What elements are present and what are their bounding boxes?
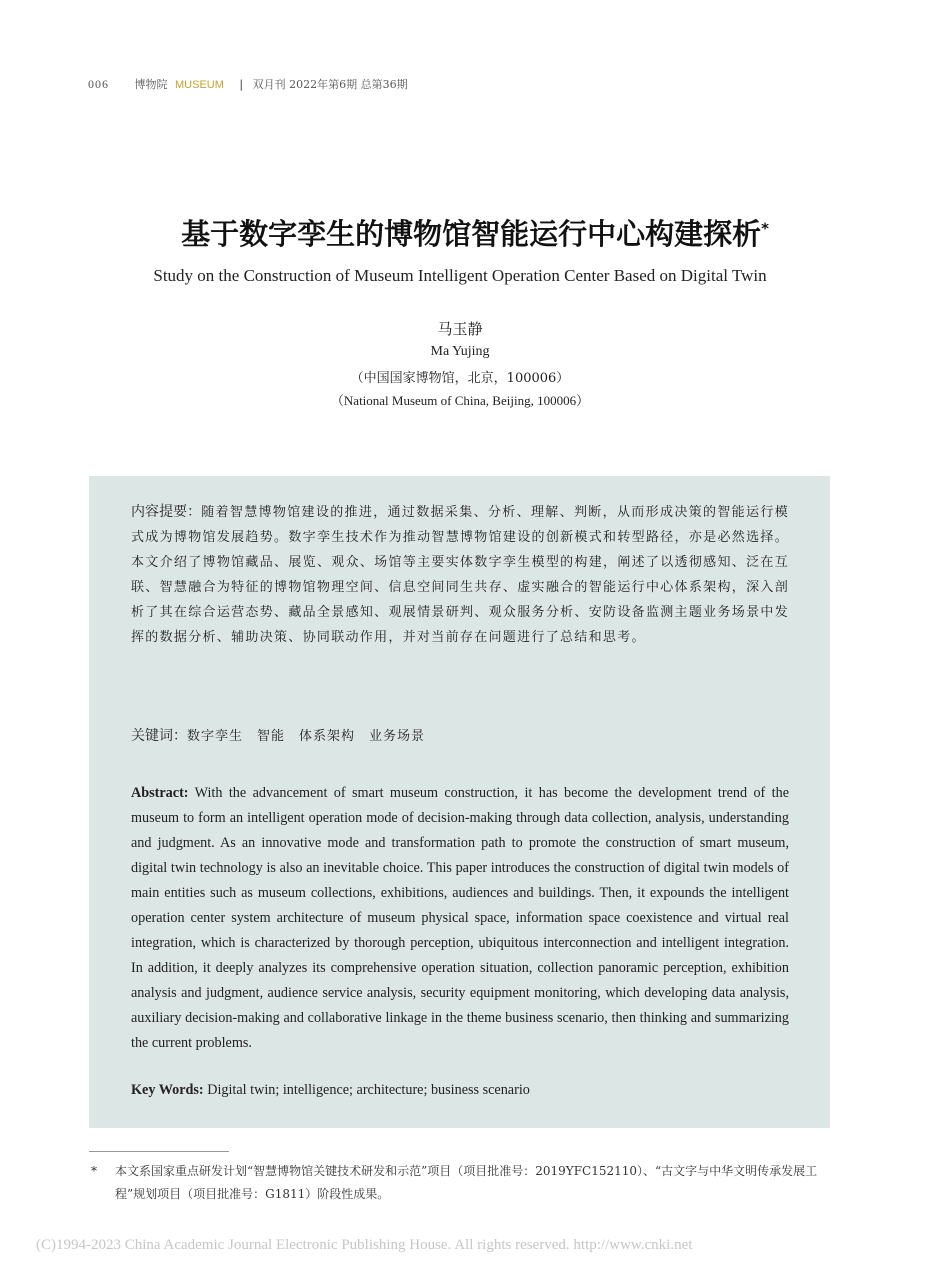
affiliation-en: （National Museum of China, Beijing, 100006） [330, 393, 590, 408]
keywords-en-text: Digital twin; intelligence; architecture; business scenario [207, 1082, 530, 1098]
abstract-zh-text: 随着智慧博物馆建设的推进，通过数据采集、分析、理解、判断，从而形成决策的智能运行模式成为博物馆发展趋势。数字孪生技术作为推动智慧博物馆建设的创新模式和转型路径，亦是必然选择。本文介绍了博物馆藏品、展览、观众、场馆等主要实体数字孪生模型的构建，阐述了以透彻感知、泛在互联、智慧融合为特征的博物馆物理空间、信息空间同生共存、虚实融合的智能运行中心体系架构，深入剖析了其在综合运营态势、藏品全景感知、观展情景研判、观众服务分析、安防设备监测主题业务场景中发挥的数据分析、辅助决策、协同联动作用，并对当前存在问题进行了总结和思考。 [131, 505, 789, 645]
header-separator: | [239, 78, 244, 91]
footnote-divider [89, 1151, 229, 1152]
title-footnote-mark: * [761, 219, 769, 238]
keyword-zh: 数字孪生 [187, 729, 244, 744]
footnote-mark: * [91, 1164, 97, 1178]
keywords-zh-label: 关键词： [131, 728, 187, 744]
footnote [89, 1160, 834, 1206]
running-header [88, 76, 408, 92]
keywords-zh [131, 725, 789, 745]
abstract-zh-label: 内容提要： [131, 504, 202, 520]
keywords-en-label: Key Words: [131, 1082, 204, 1098]
author-name-zh: 马玉静 [437, 320, 483, 338]
page-number: 006 [88, 77, 109, 91]
affiliation-zh: （中国国家博物馆，北京，100006） [350, 371, 570, 386]
copyright-watermark: (C)1994-2023 China Academic Journal Electronic Publishing House. All rights reserved. http://www.cnki.net [36, 1237, 693, 1253]
abstract-zh [131, 500, 789, 650]
abstract-en-label: Abstract: [131, 785, 189, 801]
keyword-zh: 业务场景 [369, 729, 426, 744]
paper-title-zh [0, 212, 950, 253]
footnote-text: 本文系国家重点研发计划“智慧博物馆关键技术研发和示范”项目（项目批准号：2019YFC152110）、“古文字与中华文明传承发展工程”规划项目（项目批准号：G1811）阶段性成果。 [115, 1164, 818, 1201]
abstract-en [131, 781, 789, 1056]
abstract-panel [89, 476, 830, 1128]
title-zh-text: 基于数字孪生的博物馆智能运行中心构建探析 [181, 217, 762, 251]
author-name-en: Ma Yujing [430, 344, 490, 359]
journal-name-zh: 博物院 [134, 78, 168, 91]
keyword-zh: 智能 [257, 729, 286, 744]
keywords-en [131, 1082, 789, 1099]
issue-info: 双月刊 2022年第6期 总第36期 [252, 78, 408, 91]
paper-title-en: Study on the Construction of Museum Intelligent Operation Center Based on Digital Twin [153, 266, 767, 285]
keyword-zh: 体系架构 [299, 729, 356, 744]
journal-name-en: MUSEUM [175, 79, 224, 91]
abstract-en-text: With the advancement of smart museum construction, it has become the development trend of the museum to form an intelligent operation mode of decision-making through data collection, analysis, understanding and judgment. As an innovative mode and transformation path to promote the construction of smart museum, digital twin technology is also an inevitable choice. This paper introduces the construction of digital twin models of main entities such as museum collections, exhibitions, audiences and buildings. Then, it expounds the intelligent operation center system architecture of museum physical space, information space coexistence and virtual real integration, which is characterized by thorough perception, ubiquitous interconnection and intelligent integration. In addition, it deeply analyzes its comprehensive operation situation, collection panoramic perception, exhibition analysis and judgment, audience service analysis, security equipment monitoring, which developing data analysis, auxiliary decision-making and collaborative linkage in the theme business scenario, then thinking and summarizing the current problems. [131, 785, 790, 1051]
